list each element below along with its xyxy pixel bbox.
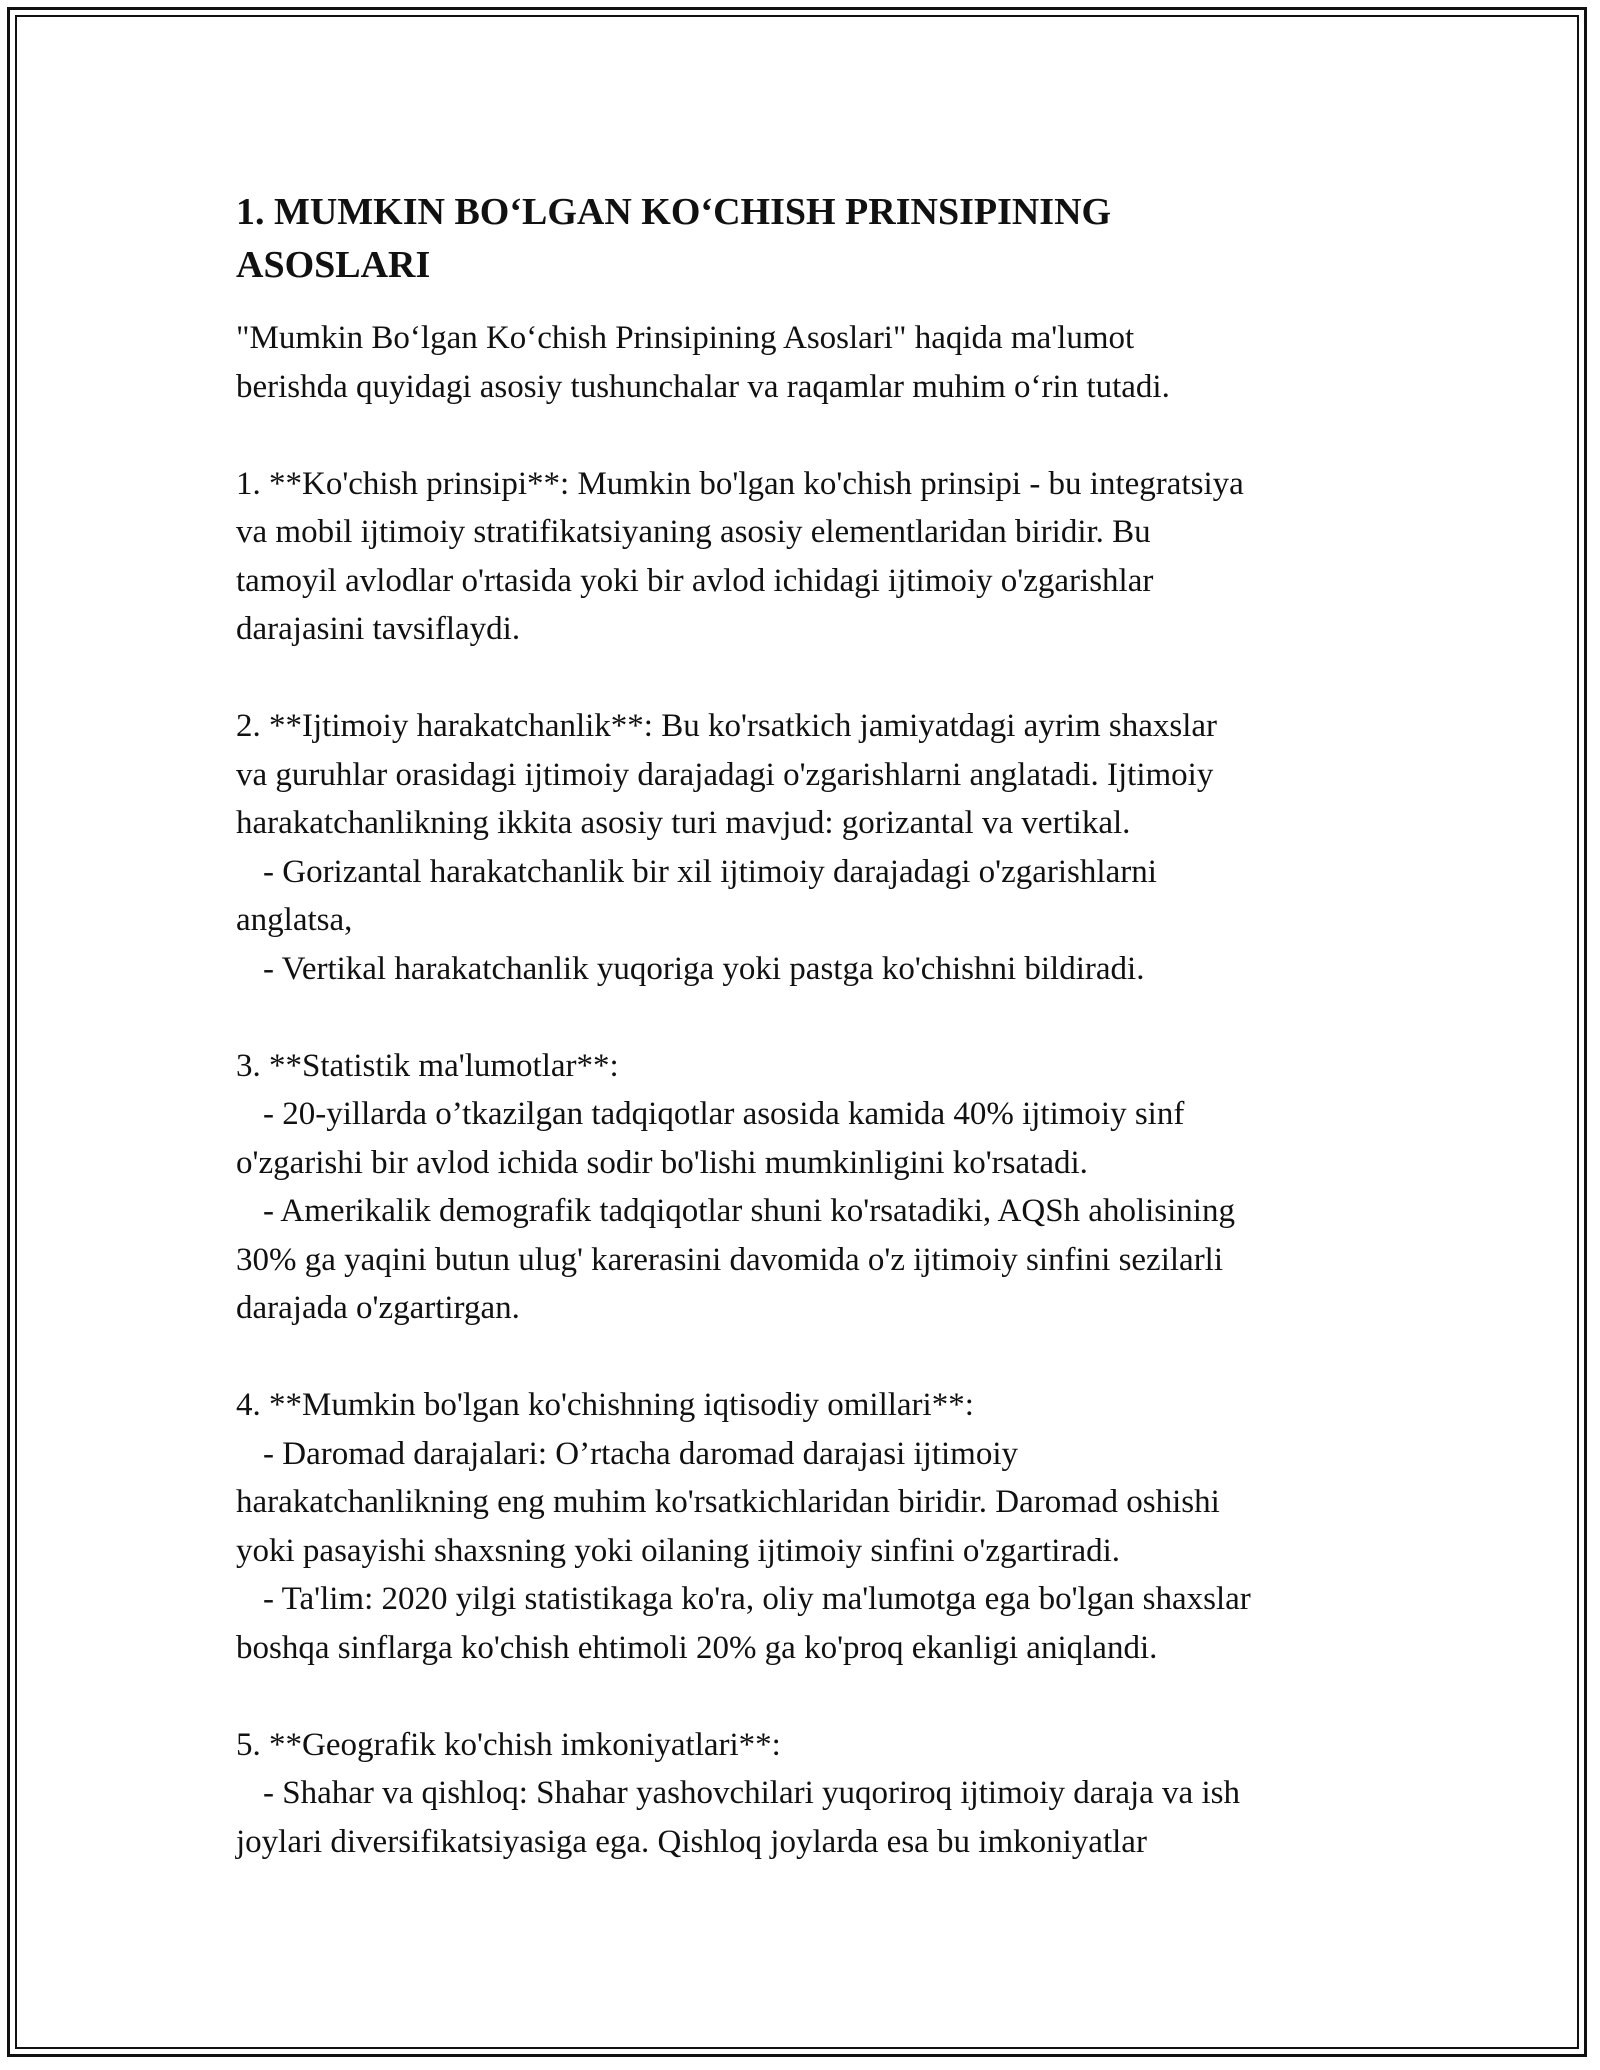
text-line: anglatsa, bbox=[236, 902, 353, 938]
text-line: boshqa sinflarga ko'chish ehtimoli 20% ga ko'proq ekanligi aniqlandi. bbox=[236, 1629, 1158, 1666]
sub-bullet: - Daromad darajalari: O’rtacha daromad darajasi ijtimoiy bbox=[263, 1435, 1019, 1472]
text-line: 3. **Statistik ma'lumotlar**: bbox=[236, 1047, 619, 1084]
text-line: 5. **Geografik ko'chish imkoniyatlari**: bbox=[236, 1726, 781, 1763]
document-body bbox=[236, 186, 1416, 1915]
text-line: 30% ga yaqini butun ulug' karerasini davomida o'z ijtimoiy sinfini sezilarli bbox=[236, 1241, 1224, 1278]
text-line: "Mumkin Bo‘lgan Ko‘chish Prinsipining Asoslari" haqida ma'lumot bbox=[236, 320, 1135, 356]
text-line: va guruhlar orasidagi ijtimoiy darajadagi o'zgarishlarni anglatadi. Ijtimoiy bbox=[236, 756, 1214, 793]
item-ijtimoiy-harakatchanlik bbox=[236, 702, 1416, 993]
item-statistik-malumotlar bbox=[236, 1042, 1416, 1333]
item-geografik-kochish bbox=[236, 1721, 1416, 1867]
text-line: yoki pasayishi shaxsning yoki oilaning ijtimoiy sinfini o'zgartiradi. bbox=[236, 1532, 1121, 1569]
text-line: joylari diversifikatsiyasiga ega. Qishloq joylarda esa bu imkoniyatlar bbox=[236, 1823, 1147, 1860]
text-line: o'zgarishi bir avlod ichida sodir bo'lishi mumkinligini ko'rsatadi. bbox=[236, 1144, 1088, 1181]
sub-bullet: - Ta'lim: 2020 yilgi statistikaga ko'ra, oliy ma'lumotga ega bo'lgan shaxslar bbox=[263, 1581, 1251, 1617]
sub-bullet: - Amerikalik demografik tadqiqotlar shuni ko'rsatadiki, AQSh aholisining bbox=[263, 1193, 1235, 1229]
sub-bullet: - Vertikal harakatchanlik yuqoriga yoki pastga ko'chishni bildiradi. bbox=[263, 950, 1145, 987]
text-line: va mobil ijtimoiy stratifikatsiyaning asosiy elementlaridan biridir. Bu bbox=[236, 514, 1151, 550]
text-line: harakatchanlikning ikkita asosiy turi mavjud: gorizantal va vertikal. bbox=[236, 805, 1131, 841]
item-kochish-prinsipi bbox=[236, 460, 1416, 654]
item-iqtisodiy-omillar bbox=[236, 1381, 1416, 1672]
text-line: darajasini tavsiflaydi. bbox=[236, 611, 521, 647]
text-line: tamoyil avlodlar o'rtasida yoki bir avlod ichidagi ijtimoiy o'zgarishlar bbox=[236, 562, 1154, 599]
text-line: darajada o'zgartirgan. bbox=[236, 1290, 520, 1326]
section-heading: 1. MUMKIN BO‘LGAN KO‘CHISH PRINSIPINING ASOSLARI bbox=[236, 191, 1112, 286]
text-line: 2. **Ijtimoiy harakatchanlik**: Bu ko'rsatkich jamiyatdagi ayrim shaxslar bbox=[236, 708, 1218, 744]
text-line: harakatchanlikning eng muhim ko'rsatkichlaridan biridir. Daromad oshishi bbox=[236, 1484, 1220, 1520]
text-line: 1. **Ko'chish prinsipi**: Mumkin bo'lgan ko'chish prinsipi - bu integratsiya bbox=[236, 465, 1244, 502]
sub-bullet: - Shahar va qishloq: Shahar yashovchilari yuqoriroq ijtimoiy daraja va ish bbox=[263, 1775, 1240, 1811]
intro-paragraph bbox=[236, 314, 1416, 411]
sub-bullet: - Gorizantal harakatchanlik bir xil ijtimoiy darajadagi o'zgarishlarni bbox=[263, 853, 1157, 890]
text-line: berishda quyidagi asosiy tushunchalar va raqamlar muhim o‘rin tutadi. bbox=[236, 368, 1170, 405]
sub-bullet: - 20-yillarda o’tkazilgan tadqiqotlar asosida kamida 40% ijtimoiy sinf bbox=[263, 1096, 1185, 1132]
text-line: 4. **Mumkin bo'lgan ko'chishning iqtisodiy omillari**: bbox=[236, 1387, 974, 1423]
